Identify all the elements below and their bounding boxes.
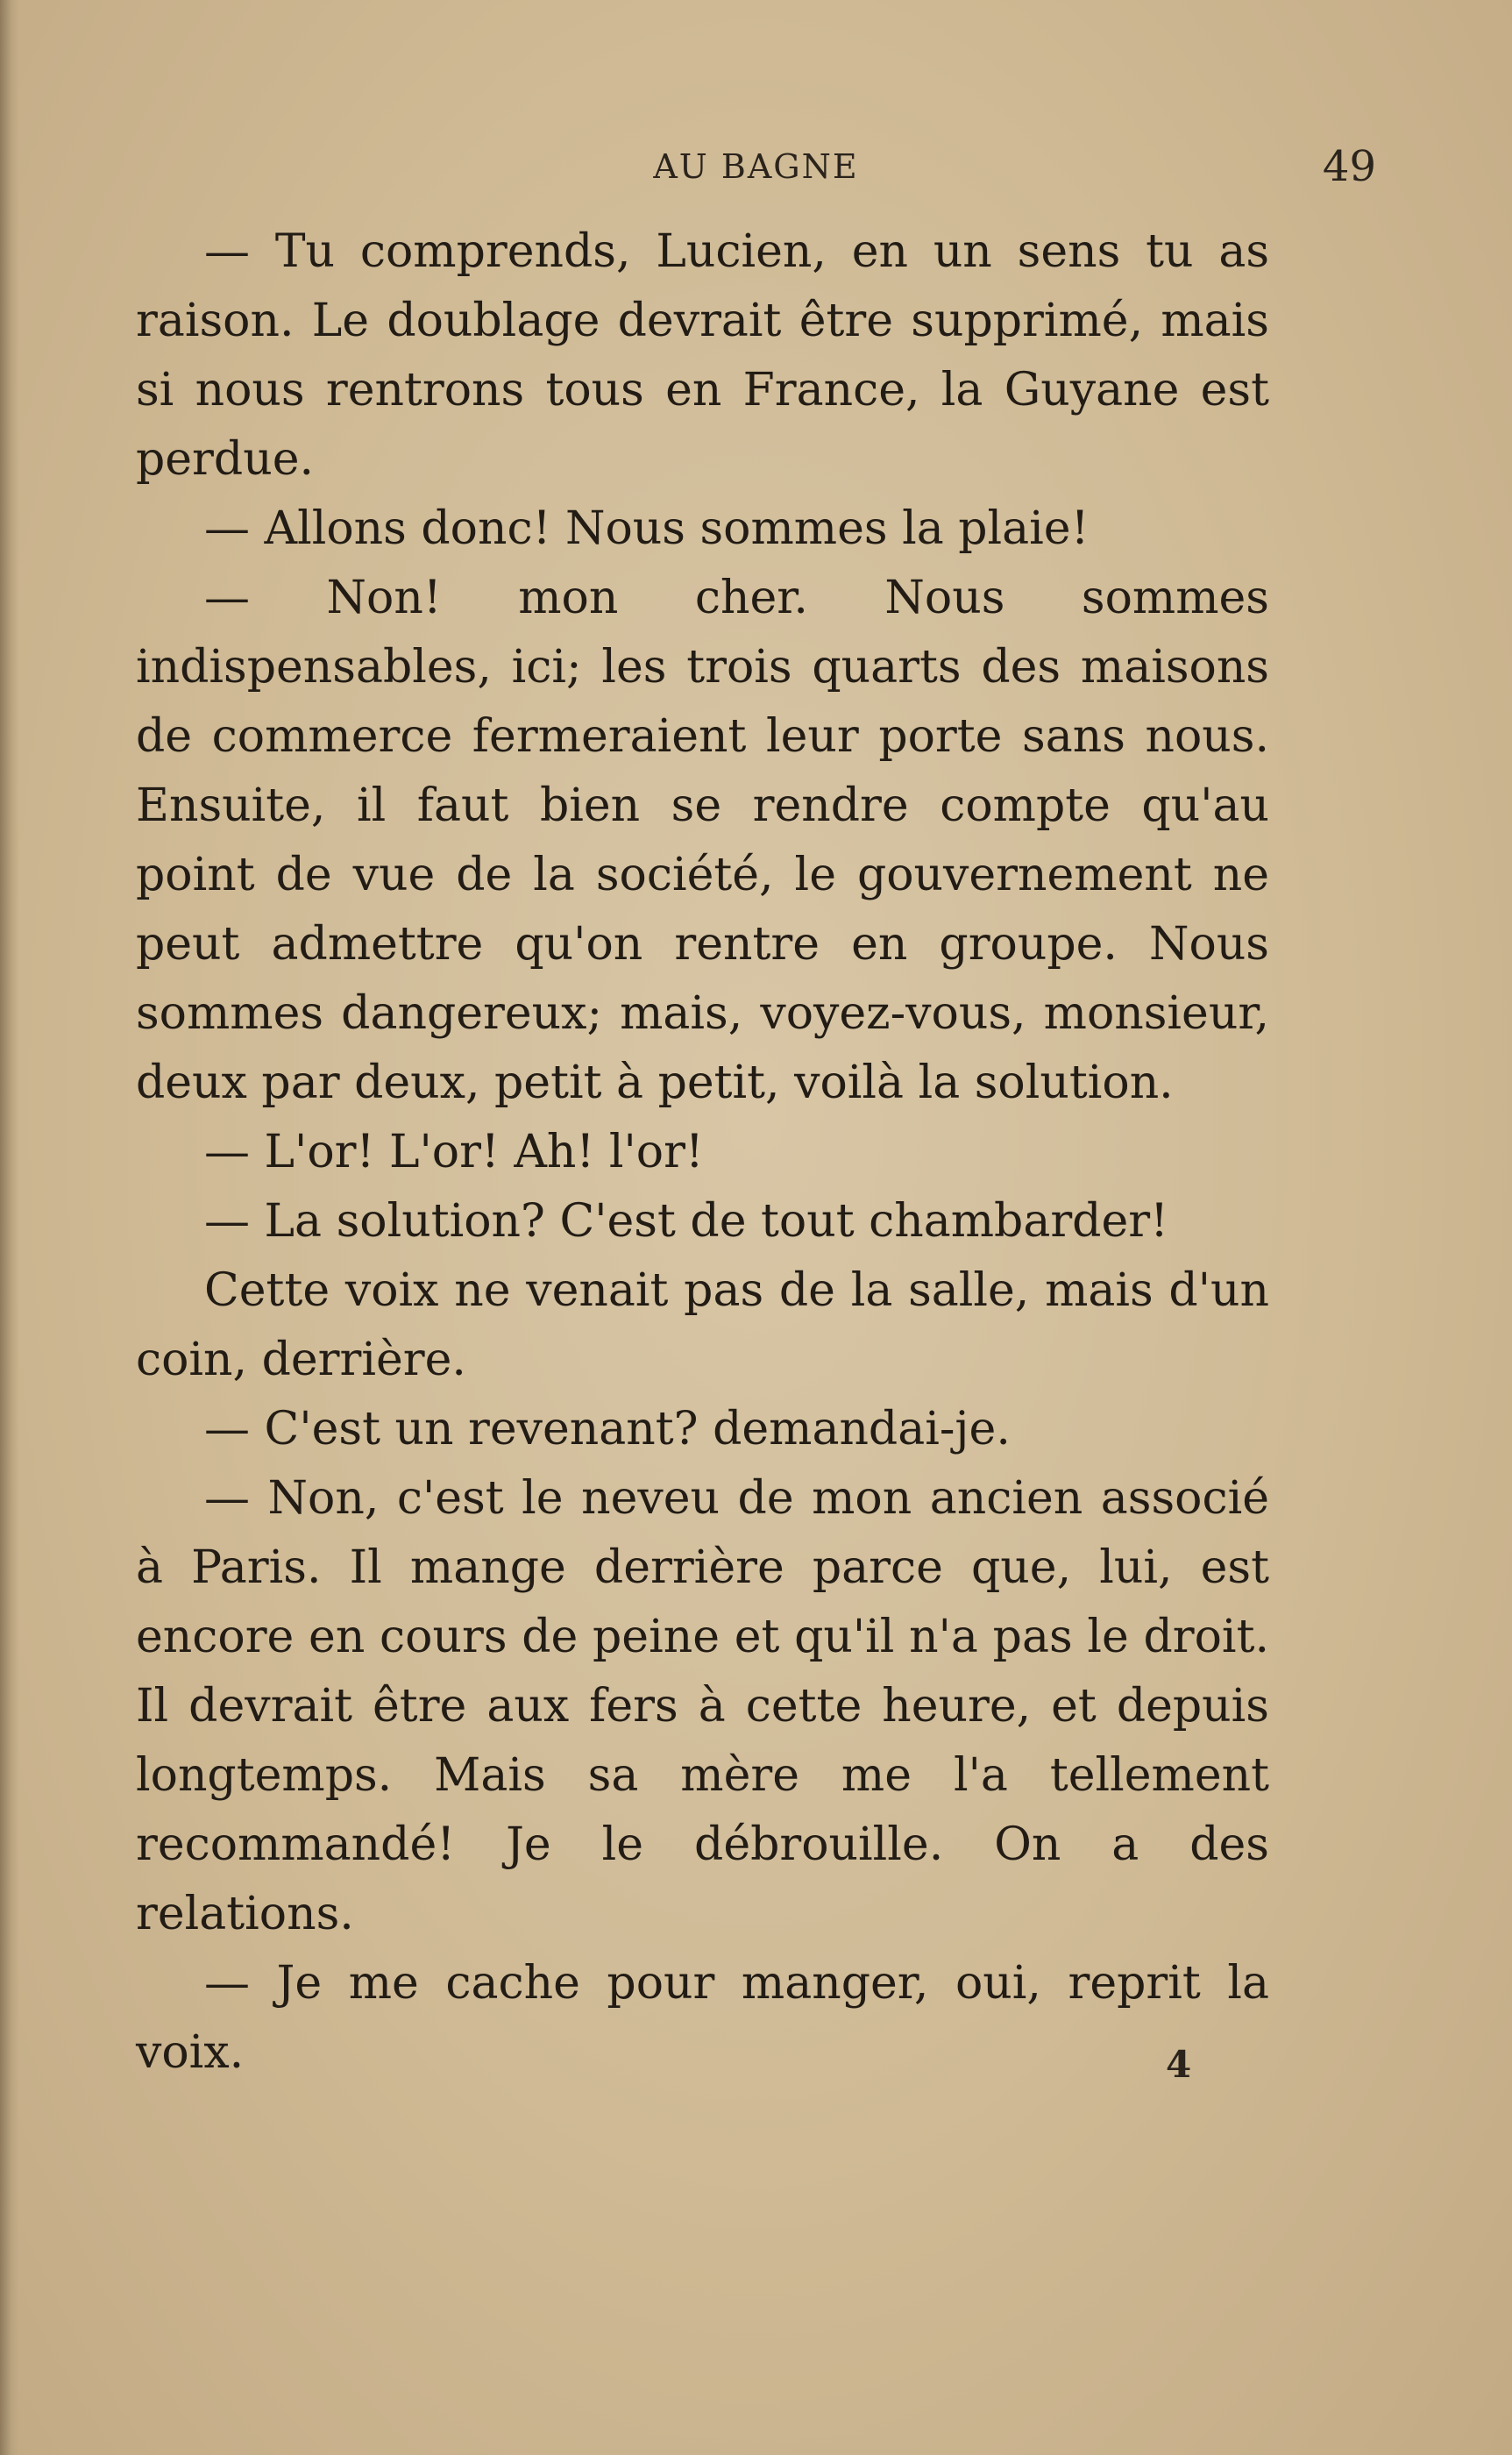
paragraph: — C'est un revenant? demandai-je.	[204, 1403, 1011, 1455]
paragraph: — La solution? C'est de tout chambarder!	[204, 1195, 1168, 1248]
body-text	[136, 217, 1269, 2088]
paragraph: Cette voix ne venait pas de la salle, mais d'un coin, derrière.	[136, 1264, 1269, 1386]
page-edge-shadow	[0, 0, 19, 2455]
paragraph: — L'or! L'or! Ah! l'or!	[204, 1126, 704, 1178]
paragraph: — Allons donc! Nous sommes la plaie!	[204, 502, 1090, 555]
paragraph: — Non! mon cher. Nous sommes indispensables, ici; les trois quarts des maisons de commerce fermeraient leur porte sans nous. Ensuite, il faut bien se rendre compte qu'au point de vue de la société, le gouvernement ne peut admettre qu'on rentre en groupe. Nous sommes dangereux; mais, voyez-vous, monsieur, deux par deux, petit à petit, voilà la solution.	[136, 572, 1269, 1109]
signature-mark: 4	[1166, 2043, 1192, 2086]
running-head	[136, 142, 1376, 209]
running-title: AU BAGNE	[653, 147, 859, 186]
paragraph: — Tu comprends, Lucien, en un sens tu as raison. Le doublage devrait être supprimé, mais si nous rentrons tous en France, la Guyane est perdue.	[136, 225, 1269, 486]
page-number: 49	[1322, 142, 1376, 191]
paragraph: — Non, c'est le neveu de mon ancien associé à Paris. Il mange derrière parce que, lui, est encore en cours de peine et qu'il n'a pas le droit. Il devrait être aux fers à cette heure, et depuis longtemps. Mais sa mère me l'a tellement recommandé! Je le débrouille. On a des relations.	[136, 1472, 1269, 1940]
paragraph: — Je me cache pour manger, oui, reprit la voix.	[136, 1957, 1269, 2079]
